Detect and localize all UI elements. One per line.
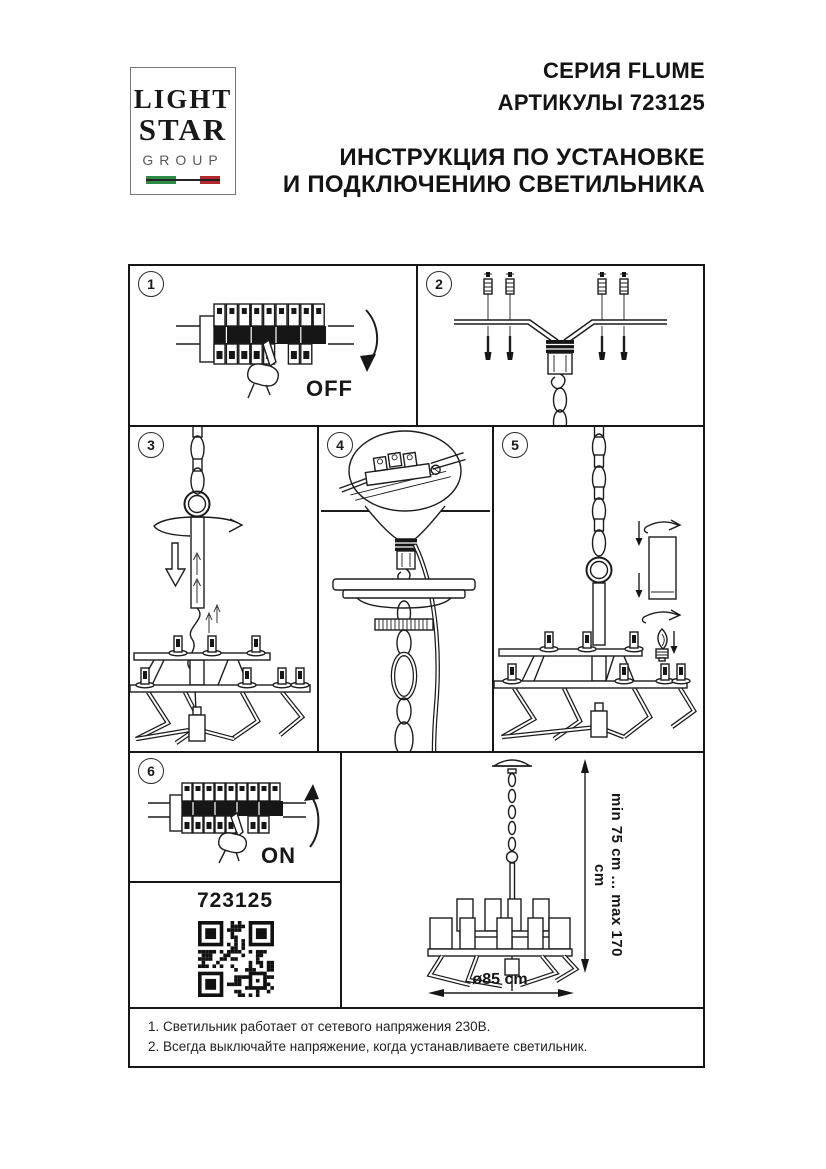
qr-code (198, 921, 274, 997)
step-3-panel (130, 427, 317, 751)
bracket-drawing (418, 266, 703, 425)
doc-title-line1: ИНСТРУКЦИЯ ПО УСТАНОВКЕ (339, 144, 705, 171)
step-6-panel (130, 753, 340, 881)
note-line-1: 1. Светильник работает от сетевого напряжения 230В. (148, 1019, 491, 1034)
article-qr-panel (130, 883, 340, 1007)
dimensions-panel (342, 753, 703, 1007)
flag-strike-line (146, 179, 220, 181)
shade-cylinder-icon (649, 537, 676, 599)
article-title: АРТИКУЛЫ 723125 (497, 90, 705, 115)
series-title: СЕРИЯ FLUME (542, 58, 705, 83)
rotate-bulb-icon (642, 610, 680, 623)
lightstar-logo (130, 67, 236, 195)
canopy-wiring-drawing (319, 427, 492, 751)
step-number: 1 (138, 271, 164, 297)
diameter-dimension-label: ø85 cm (472, 971, 528, 988)
chandelier-hanging-drawing (130, 427, 317, 751)
step-1-panel (130, 266, 416, 425)
logo-group-text: GROUP (142, 152, 224, 168)
step-4-panel (319, 427, 492, 751)
rotate-down-arrow (366, 310, 377, 361)
step-number: 2 (426, 271, 452, 297)
dimension-drawing (342, 753, 703, 1007)
rotate-up-arrow (310, 796, 318, 847)
step-5-panel (494, 427, 703, 751)
shade-install-drawing (494, 427, 703, 751)
step-number: 5 (502, 432, 528, 458)
candle-bulb-icon (656, 629, 668, 661)
step-number: 6 (138, 758, 164, 784)
step-2-panel (418, 266, 703, 425)
off-label: OFF (306, 376, 353, 401)
article-number: 723125 (196, 889, 274, 912)
step-number: 4 (327, 432, 353, 458)
doc-title-line2: И ПОДКЛЮЧЕНИЮ СВЕТИЛЬНИКА (282, 171, 705, 198)
height-dimension-label: min 75 cm ... max 170 cm (591, 793, 625, 957)
step-number: 3 (138, 432, 164, 458)
note-line-2: 2. Всегда выключайте напряжение, когда устанавливаете светильник. (148, 1039, 588, 1054)
breaker-off-drawing (130, 266, 416, 425)
logo-star-text: STAR (138, 112, 228, 147)
logo-light-text: LIGHT (133, 84, 233, 114)
notes-panel (130, 1009, 703, 1066)
rotate-shade-icon (644, 520, 680, 533)
on-label: ON (261, 843, 296, 868)
